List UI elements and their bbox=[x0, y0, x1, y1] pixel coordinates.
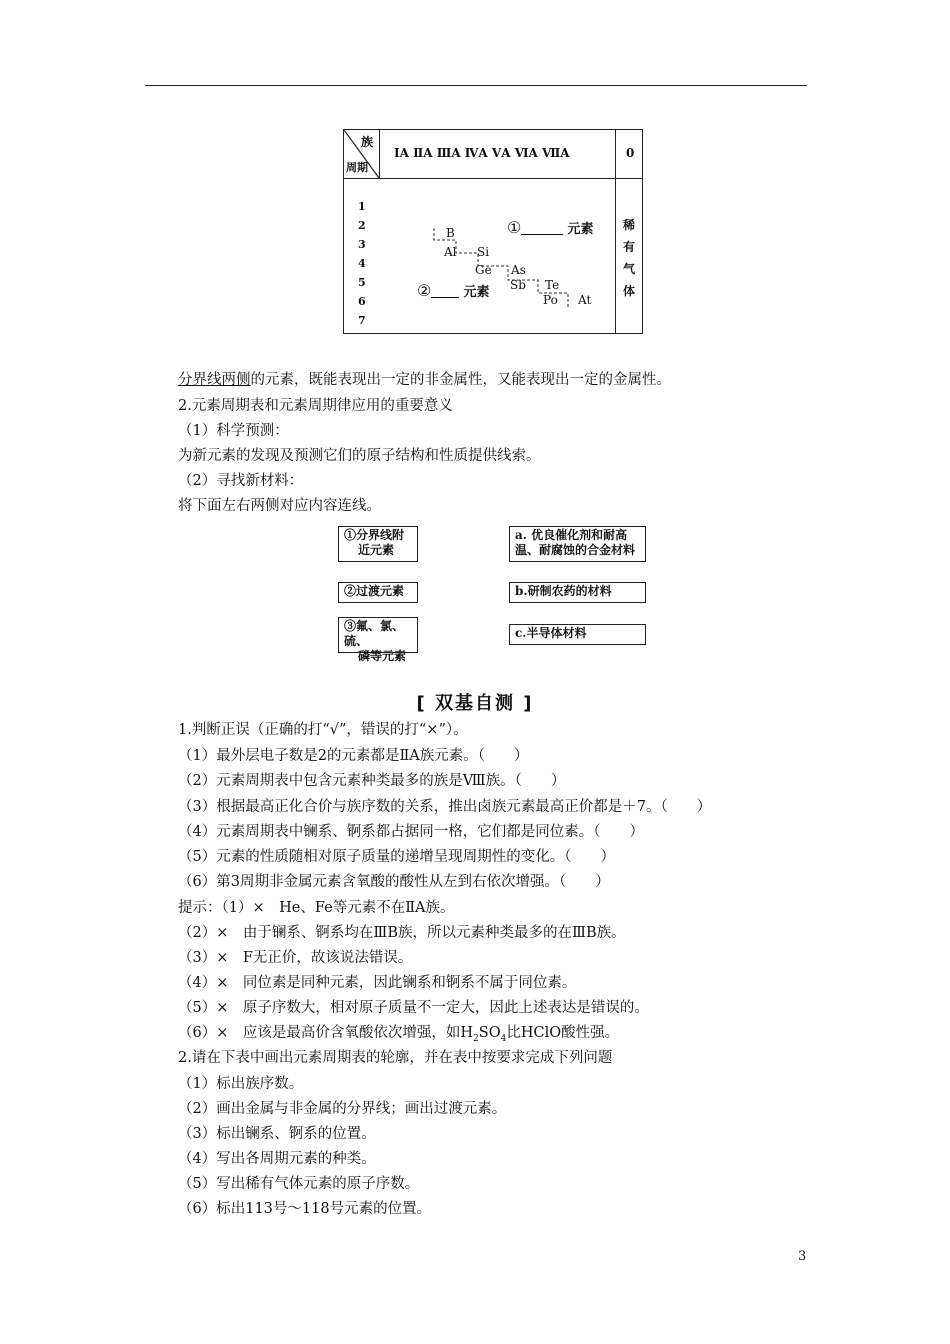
question-2-3: （3）标出镧系、锕系的位置。 bbox=[178, 1126, 376, 1142]
noble-gas-char-4: 体 bbox=[623, 284, 636, 298]
noble-gas-char-2: 有 bbox=[623, 240, 636, 254]
period-5: 5 bbox=[358, 276, 366, 289]
hint-1: 提示：（1）× He、Fe等元素不在ⅡA族。 bbox=[178, 900, 455, 916]
element-Sb: Sb bbox=[510, 278, 526, 292]
question-1-3: （3）根据最高正化合价与族序数的关系，推出卤族元素最高正价都是＋7。（ ） bbox=[178, 799, 712, 815]
item-new-materials: （2）寻找新材料： bbox=[178, 473, 304, 489]
period-6: 6 bbox=[358, 295, 366, 308]
element-Al: Al bbox=[444, 245, 457, 259]
paragraph-boundary bbox=[178, 370, 671, 390]
element-Si: Si bbox=[477, 245, 490, 259]
group-zero-label: 0 bbox=[626, 146, 635, 160]
match-left-2: ②过渡元素 bbox=[338, 582, 418, 603]
match-right-c: c.半导体材料 bbox=[509, 624, 646, 645]
matching-instruction: 将下面左右两侧对应内容连线。 bbox=[178, 498, 381, 514]
item-prediction: （1）科学预测： bbox=[178, 423, 289, 439]
header-rule bbox=[145, 85, 807, 86]
question-2-1: （1）标出族序数。 bbox=[178, 1076, 304, 1092]
periodic-table-diagram bbox=[343, 129, 643, 334]
match-left-1: ①分界线附 近元素 bbox=[338, 526, 418, 562]
hint-6: （6）× 应该是最高价含氧酸依次增强，如$H_2SO_4$比HClO酸性强。 bbox=[178, 1025, 620, 1044]
question-2: 2.请在下表中画出元素周期表的轮廓，并在表中按要求完成下列问题 bbox=[178, 1050, 613, 1066]
group-zero-divider bbox=[615, 130, 616, 333]
header-period-label: 周期 bbox=[346, 161, 368, 174]
period-4: 4 bbox=[358, 257, 366, 270]
question-1-4: （4）元素周期表中镧系、锕系都占据同一格，它们都是同位素。（ ） bbox=[178, 824, 644, 840]
question-2-4: （4）写出各周期元素的种类。 bbox=[178, 1151, 376, 1167]
header-group-label: 族 bbox=[361, 135, 374, 149]
page-number: 3 bbox=[798, 1249, 807, 1264]
paragraph-boundary-rest: 的元素，既能表现出一定的非金属性，又能表现出一定的金属性。 bbox=[250, 372, 671, 388]
question-1-5: （5）元素的性质随相对原子质量的递增呈现周期性的变化。（ ） bbox=[178, 849, 615, 865]
element-Te: Te bbox=[545, 278, 560, 292]
question-1-6: （6）第3周期非金属元素含氧酸的酸性从左到右依次增强。（ ） bbox=[178, 874, 610, 890]
period-1: 1 bbox=[358, 200, 366, 213]
match-left-3: ③氟、氯、硫、 磷等元素 bbox=[338, 617, 418, 653]
prediction-text: 为新元素的发现及预测它们的原子结构和性质提供线索。 bbox=[178, 448, 541, 464]
noble-gas-char-3: 气 bbox=[623, 262, 636, 276]
question-2-6: （6）标出113号～118号元素的位置。 bbox=[178, 1201, 432, 1217]
section-title: [ 双基自测 ] bbox=[416, 693, 534, 714]
hint-4: （4）× 同位素是同种元素，因此镧系和锕系不属于同位素。 bbox=[178, 975, 577, 991]
hint-3: （3）× F无正价，故该说法错误。 bbox=[178, 950, 413, 966]
question-2-2: （2）画出金属与非金属的分界线；画出过渡元素。 bbox=[178, 1101, 507, 1117]
hint-2: （2）× 由于镧系、锕系均在ⅢB族，所以元素种类最多的在ⅢB族。 bbox=[178, 925, 626, 941]
metal-label: ② 元素 bbox=[417, 281, 490, 300]
match-right-b: b.研制农药的材料 bbox=[509, 582, 646, 603]
group-labels: ⅠA ⅡA ⅢA ⅣA ⅤA ⅥA ⅦA bbox=[394, 146, 570, 160]
element-Ge: Ge bbox=[475, 263, 492, 277]
noble-gas-char-1: 稀 bbox=[623, 218, 636, 232]
element-B: B bbox=[446, 226, 455, 240]
element-As: As bbox=[511, 263, 526, 277]
element-Po: Po bbox=[543, 293, 558, 307]
question-1-1: （1）最外层电子数是2的元素都是ⅡA族元素。（ ） bbox=[178, 748, 529, 764]
period-2: 2 bbox=[358, 219, 366, 232]
match-right-a: a. 优良催化剂和耐高 温、耐腐蚀的合金材料 bbox=[509, 526, 646, 562]
period-3: 3 bbox=[358, 238, 366, 251]
nonmetal-label: ① 元素 bbox=[507, 218, 594, 237]
question-1-2: （2）元素周期表中包含元素种类最多的族是Ⅷ族。（ ） bbox=[178, 773, 566, 789]
question-1: 1.判断正误（正确的打“√”，错误的打“×”）。 bbox=[178, 722, 468, 738]
question-2-5: （5）写出稀有气体元素的原子序数。 bbox=[178, 1176, 420, 1192]
hint-5: （5）× 原子序数大，相对原子质量不一定大，因此上述表达是错误的。 bbox=[178, 1000, 649, 1016]
period-7: 7 bbox=[358, 314, 366, 327]
heading-significance: 2.元素周期表和元素周期律应用的重要意义 bbox=[178, 398, 453, 414]
element-At: At bbox=[578, 293, 592, 307]
underlined-phrase: 分界线两侧 bbox=[178, 372, 251, 388]
